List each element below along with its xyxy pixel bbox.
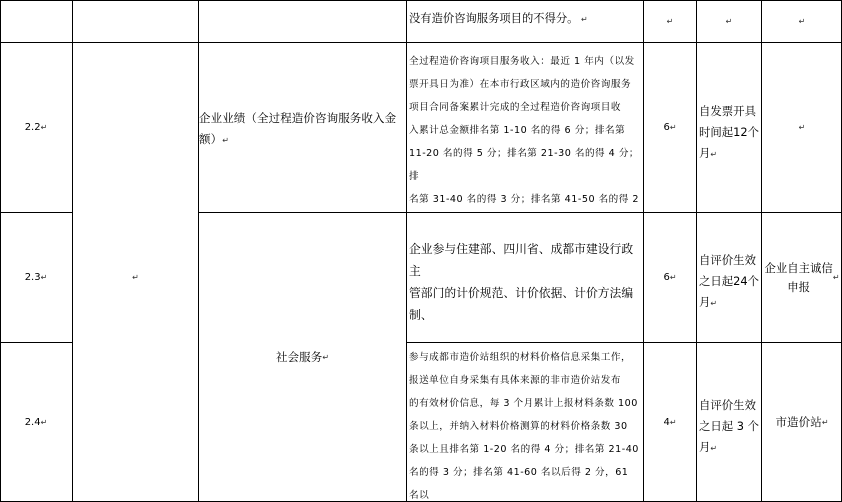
top-empty-score-mark <box>643 0 697 42</box>
paragraph-mark: ↵ <box>322 352 330 362</box>
paragraph-mark: ↵ <box>40 417 48 427</box>
paragraph-mark: ↵ <box>669 417 677 427</box>
top-criteria-text: 没有造价咨询服务项目的不得分。 <box>409 12 579 25</box>
row-2-3-criteria-cell <box>409 238 642 328</box>
row-2-4-number-cell <box>0 343 72 501</box>
row-criteria: 企业参与住建部、四川省、成都市建设行政主 管部门的计价规范、计价依据、计价方法编制、 <box>409 242 634 322</box>
row-2-4-criteria-cell <box>409 345 642 501</box>
paragraph-mark: ↵ <box>669 123 677 132</box>
row-score: 6 <box>663 122 670 133</box>
row-period: 自发票开具 时间起12个 月 <box>699 104 760 160</box>
paragraph-mark: ↵ <box>40 273 48 282</box>
row-2-4-period-cell <box>699 394 761 456</box>
row-2-2-source-cell <box>762 43 842 212</box>
top-criteria-cell <box>409 7 641 31</box>
row-2-3-period-cell <box>699 249 761 311</box>
row-score: 6 <box>663 272 670 283</box>
row-period: 自评价生效 之日起24个 月 <box>699 253 760 309</box>
row-2-2-period-cell <box>699 100 761 162</box>
paragraph-mark: ↵ <box>578 15 588 24</box>
paragraph-mark: ↵ <box>710 299 718 308</box>
paragraph-mark: ↵ <box>710 150 718 159</box>
paragraph-mark: ↵ <box>666 16 674 26</box>
top-empty-source-mark <box>762 0 842 42</box>
row-number: 2.3 <box>24 272 41 283</box>
paragraph-mark: ↵ <box>725 16 733 26</box>
paragraph-mark: ↵ <box>40 123 48 132</box>
top-empty-period-mark <box>697 0 761 42</box>
paragraph-mark: ↵ <box>798 123 806 132</box>
row-2-2-number-cell <box>0 43 72 212</box>
row-item: 社会服务 <box>275 349 323 364</box>
paragraph-mark: ↵ <box>710 444 718 453</box>
row-number: 2.4 <box>24 416 41 428</box>
paragraph-mark: ↵ <box>798 16 806 26</box>
row-period: 自评价生效 之日起 3 个 月 <box>699 398 760 454</box>
paragraph-mark: ↵ <box>132 273 139 282</box>
row-2-2-item-cell <box>199 107 405 153</box>
row-source: 企业自主诚信 申报 <box>764 260 833 294</box>
row-2-3-source-cell <box>762 213 842 342</box>
row-2-2-score-cell <box>643 43 697 212</box>
row-2-4-score-cell <box>643 343 697 501</box>
row-2-3-score-cell <box>643 213 697 342</box>
paragraph-mark: ↵ <box>669 273 677 282</box>
row-2-3-number-cell <box>0 213 72 342</box>
row-criteria: 参与成都市造价站组织的材料价格信息采集工作， 报送单位自身采集有具体来源的非市造价站发布 的有效材价信息，每 3 个月累计上报材料条数 100 条以上，并纳入材料价格测算的材料价格条数 30 条以上且排名第 1-20 名的得 4 分；排名第 21-40 名的得 3 分；排名第 41-60 名以后得 2 分，61 名以 <box>409 352 639 501</box>
row-item: 企业业绩（全过程造价咨询服务收入金额） <box>199 111 397 146</box>
row-criteria: 全过程造价咨询项目服务收入：最近 1 年内（以发 票开具日为准）在本市行政区域内的造价咨询服务 项目合同备案累计完成的全过程造价咨询项目收 入累计总金额排名第 1-10 名的得 6 分；排名第 11-20 名的得 5 分；排名第 21-30 名的得 4 分；排 名第 31-40 名的得 3 分；排名第 41-50 名的得 2 <box>409 56 640 205</box>
row-2-4-source-cell <box>762 343 842 501</box>
paragraph-mark: ↵ <box>222 136 229 145</box>
paragraph-mark: ↵ <box>821 417 829 427</box>
category-cell <box>73 213 198 342</box>
row-score: 4 <box>663 416 670 428</box>
row-source: 市造价站 <box>775 414 822 429</box>
paragraph-mark: ↵ <box>832 273 840 282</box>
column-divider <box>406 0 407 502</box>
row-number: 2.2 <box>24 122 41 133</box>
row-2-2-criteria-cell <box>409 49 642 209</box>
row-2-3-item-cell <box>199 213 406 501</box>
row-divider <box>0 42 842 43</box>
